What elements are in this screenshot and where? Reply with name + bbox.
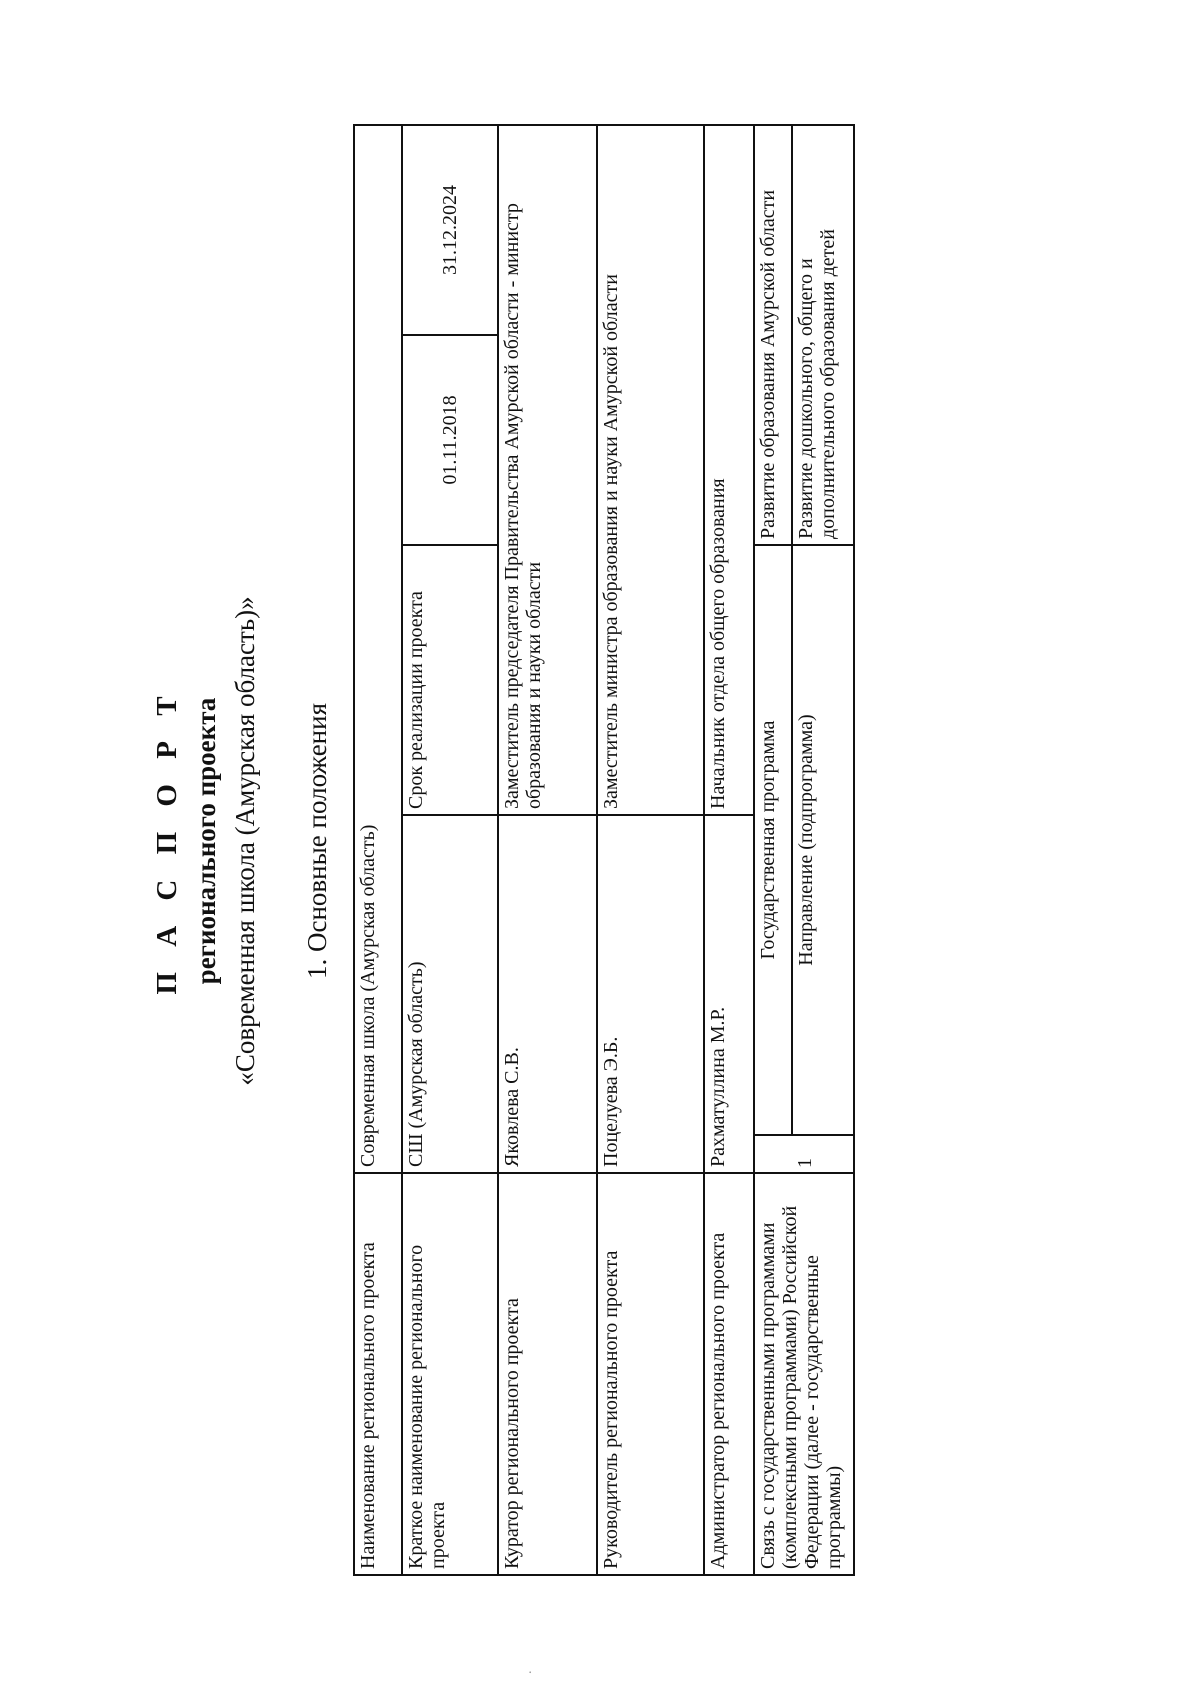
start-date: 01.11.2018 <box>402 335 498 545</box>
section-title: 1. Основные положения <box>302 703 332 979</box>
table-row <box>354 125 402 1575</box>
project-short-name: СШ (Амурская область) <box>402 815 498 1173</box>
end-date: 31.12.2024 <box>402 125 498 335</box>
head-position: Заместитель министра образования и науки Амурской области <box>597 125 704 815</box>
row-label-administrator: Администратор регионального проекта <box>704 1173 754 1575</box>
term-label: Срок реализации проекта <box>402 545 498 815</box>
direction-label: Направление (подпрограмма) <box>792 545 854 1135</box>
row-label-short-name: Краткое наименование регионального проекта <box>402 1173 498 1575</box>
document-subtitle: регионального проекта <box>191 697 221 985</box>
passport-table <box>353 124 855 1576</box>
administrator-name: Рахматуллина М.Р. <box>704 815 754 1173</box>
row-label-program-link: Связь с государственными программами (комплексными программами) Российской Федерации (далее - государственные программы) <box>754 1173 854 1575</box>
project-full-name: Современная школа (Амурская область) <box>354 125 402 1173</box>
table-row <box>402 125 498 1575</box>
state-program-name: Развитие образования Амурской области <box>754 125 792 545</box>
project-name: «Современная школа (Амурская область)» <box>230 596 260 1086</box>
row-label-project-name: Наименование регионального проекта <box>354 1173 402 1575</box>
number-cell-top <box>754 1135 792 1173</box>
table-row <box>597 125 704 1575</box>
document-title: П А С П О Р Т <box>151 687 183 995</box>
scan-artifact-mark: . <box>520 1670 535 1674</box>
curator-name: Яковлева С.В. <box>498 815 597 1173</box>
curator-position: Заместитель председателя Правительства Амурской области - министр образования и науки области <box>498 125 597 815</box>
table-row <box>498 125 597 1575</box>
administrator-position: Начальник отдела общего образования <box>704 125 754 815</box>
document-header <box>148 0 336 1701</box>
program-number: 1 <box>792 1135 854 1173</box>
table-row <box>704 125 754 1575</box>
table-row <box>754 125 792 1575</box>
row-label-curator: Куратор регионального проекта <box>498 1173 597 1575</box>
state-program-label: Государственная программа <box>754 545 792 1135</box>
row-label-head: Руководитель регионального проекта <box>597 1173 704 1575</box>
head-name: Поцелуева Э.Б. <box>597 815 704 1173</box>
direction-name: Развитие дошкольного, общего и дополнительного образования детей <box>792 125 854 545</box>
